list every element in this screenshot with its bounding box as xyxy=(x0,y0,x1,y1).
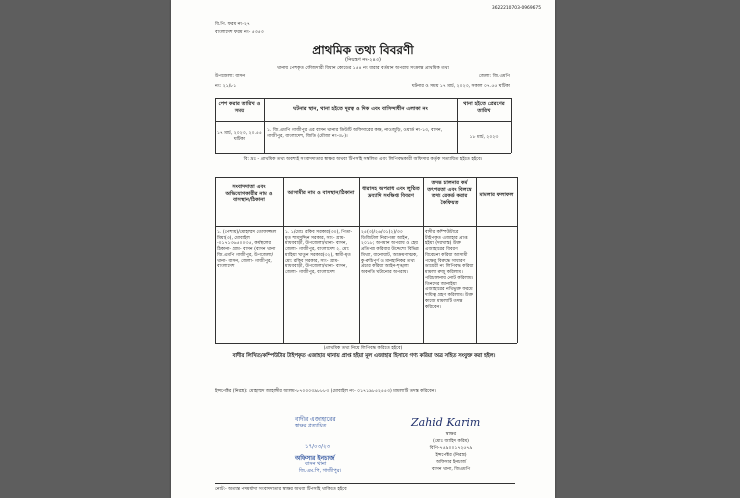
table1-location: ১. জি.এমপি গাজীপুর এর বাসন থানার ডিউটি অফিসারের কক্ষ, নাওজুড়ি, ওয়ার্ড নং-১৩, বাসন, গাজীপুর, বাংলাদেশ, জিডি (মৌজা নং-৩৮)। xyxy=(267,128,443,139)
footer-note: নোট:- অত্যন্ত পদমর্যাদা সংবাদদাতার স্বাক্ষর অথবা টিপসহি থাকিতে হইবে xyxy=(215,487,347,492)
signer-station: বাসন থানা, জিএমপি xyxy=(431,467,471,472)
bold-note: বাদীর লিখিত/কম্পিউটার টাইপকৃত এজাহার থানায় প্রাপ্ত হইয়া মূল এজাহার হিসাবে গণ্য করিয়া অত্র সহিত সংযুক্ত করা হইল। xyxy=(232,353,496,359)
signer-post: অফিসার ইনচার্জ xyxy=(435,460,467,465)
stamp-left-line6: জি.এম.পি, গাজীপুর। xyxy=(299,468,342,474)
note-attestation: বি: দ্রঃ - প্রাথমিক তথ্য অবশ্যই সংবাদদাতার স্বাক্ষর অথবা টিপসহি সম্বলিত এবং লিপিবদ্ধকারী অফিসার কর্তৃক সত্যায়িত হইতে হইবে। xyxy=(243,157,483,162)
upazila-label: উপজেলা: বাসন xyxy=(215,74,246,79)
table1-header-location: ঘটনার স্থান, থানা হইতে দূরত্ব ও দিক এবং বাসিন্দাধীন এলাকা নং xyxy=(293,106,428,112)
table1-filed-at: ১৭ মার্চ, ২০২৩, ২০.৫৫ ঘটিকা xyxy=(217,131,262,142)
form-label: বাংলাদেশ ফরম নং- ৫৩৫৩ xyxy=(215,30,264,35)
table2-informant: ১. (পেশায়)/মোহাম্মদ তোফাজ্জল মিয়া(৩), মোবাইল -০১৭১৩৬৫০০৩৫, কর্মস্থলের ঠিকানা- গ্রাম- বাসন (বাসন থানা জি.এমপি গাজীপুর, উপজেলা/থানা- বাসন, জেলা- গাজীপুর, বাংলাদেশ xyxy=(217,230,277,270)
incident-datetime: ঘটনার ও সময় ১৭ মার্চ, ২০২৩, সকাল ০৭.৫৫ ঘটিকা xyxy=(411,84,510,89)
signer-name: (মোঃ জাহিদ করিম) xyxy=(433,439,469,444)
table2-investigation: বাদীর কম্পিউটারে টাইপকৃত এজাহার প্রাপ্ত হইয়া (দরখাস্ত) উক্ত এজাহারের বিবরণ বিবেচনা করিয়া আসামী পক্ষের বিরুদ্ধে সাধারণ ডায়েরী নং লিপিবদ্ধ করিয়া মামলা রুজু করিলাম। পরিচালনায় নোট করিলাম। তিনদের জানাইয়া এজাহারের নথিভুক্ত ফরমে দায়িত্ব গ্রহণ করিলাম। উক্ত কাজে মামলাটি তদন্ত করিবেন। xyxy=(425,230,474,310)
signature-right: Zahid Karim xyxy=(411,416,481,429)
document-id: 3622210703-0969675 xyxy=(491,6,541,11)
table2-header-result: মামলার ফলাফল xyxy=(479,192,514,198)
page-title: প্রাথমিক তথ্য বিবরণী xyxy=(312,43,414,57)
table2-header-informant: সংবাদদাতা এবং অভিযোগকারীর নাম ও বাসস্থান/ঠিকানা xyxy=(225,184,273,203)
intro-line: থানায় পেশকৃত ফৌজদারী বিধান কোডের ১৫৪ নং ধারার বর্তমান অপরাধ সংক্রান্ত প্রাথমিক তথ্য xyxy=(277,66,449,71)
table2-accused: ১. ১/মোঃ রকিব সরকার(৩০), পিতা-মৃত শামসুদ্দিন সরকার, সাং- গ্রাম- মাধববাড়ী, উপজেলা/থানা- বাসন, জেলা- গাজীপুর, বাংলাদেশ ২. মো: মাহিয়া খাতুন সরকার(৩২), স্বামী-মৃত মো: রকিব সরকার, সাং- গ্রাম- মাধববাড়ী, উপজেলা/থানা- বাসন, জেলা- গাজীপুর, বাংলাদেশ xyxy=(285,230,353,276)
table2-header-investigation: তদন্ত চালনার কর্ম তৎপরতা এবং বিলম্বে তথ্য রেকর্ড করার কৈফিয়ত xyxy=(427,180,472,206)
form-number: বি.পি. ফরম নং-২৭ xyxy=(215,22,250,27)
table1-header-filed-at: পেশ করার তারিখ ও সময় xyxy=(218,101,261,114)
case-number: নং: ২১/৮১ xyxy=(215,84,237,89)
officer-line: ইন্সপেক্টর (নিরস্ত্র): মোহাম্মদ জাহাঙ্গীর আলম-৮৭০০০৩৯৮৮৮৩ (মোবাইল নং- ০১৭১৯৮৫২৫৫৩) মামলাটি তদন্ত করিবেন। xyxy=(215,389,437,394)
table1-header-sent-date: থানা হইতে প্রেরণের তারিখ xyxy=(463,101,505,114)
sign-label: স্বাক্ষর xyxy=(445,432,457,437)
signer-bp: বিপি-৭৫৯০০১৭২৫৭৯ xyxy=(429,446,473,451)
district-label: জেলা: জি.এমপি xyxy=(478,74,510,79)
document-page xyxy=(171,0,555,498)
page-subtitle: (নিয়ন্ত্রণ নং-২৪৩) xyxy=(344,57,382,63)
stamp-left-line2: স্বাক্ষর প্রত্যায়িত xyxy=(295,423,327,429)
signer-rank: ইন্সপেক্টর (নিরস্ত্র) xyxy=(435,453,467,458)
note-record: (প্রাথমিক তথ্য নিয়ে লিপিবদ্ধ করিতে হইবে) xyxy=(323,346,403,351)
stamp-left-line4: অফিসার ইনচার্জ xyxy=(295,455,335,462)
stamp-left-line5: বাসন থানা xyxy=(305,461,327,467)
table2-offence: ২৫(৩)/২৬/৩১(২)/৩৩ ডিজিটাল নিরাপত্তা আইন, ২০১৮; অপমান অপরাধ ও হেয় প্রতিপন্ন করিবার উদ্দেশ্যে বিভিন্ন মিথ্যা, বানোয়াট, আক্রমণাত্মক, কু-রুচিপূর্ণ ও মানহানিকর তথ্য প্রচার করিয়া আইন-শৃঙ্খলা অবনতি ঘটানোর অপরাধ। xyxy=(361,230,419,276)
table2-header-offence: ধারাসহ অপরাধ এবং লুণ্ঠিত দ্রব্যাদি সংক্ষিপ্ত বিবরণ xyxy=(362,186,420,199)
stamp-left-line1: বাদীর এজাহারের xyxy=(295,416,336,423)
table1-sent-date: ১৮ মার্চ, ২০২৩ xyxy=(469,135,499,140)
table2-header-accused: আসামীর নাম ও বাসস্থান/ঠিকানা xyxy=(287,190,355,196)
stamp-left-date: ১৭/০৩/২৩ xyxy=(305,444,331,450)
